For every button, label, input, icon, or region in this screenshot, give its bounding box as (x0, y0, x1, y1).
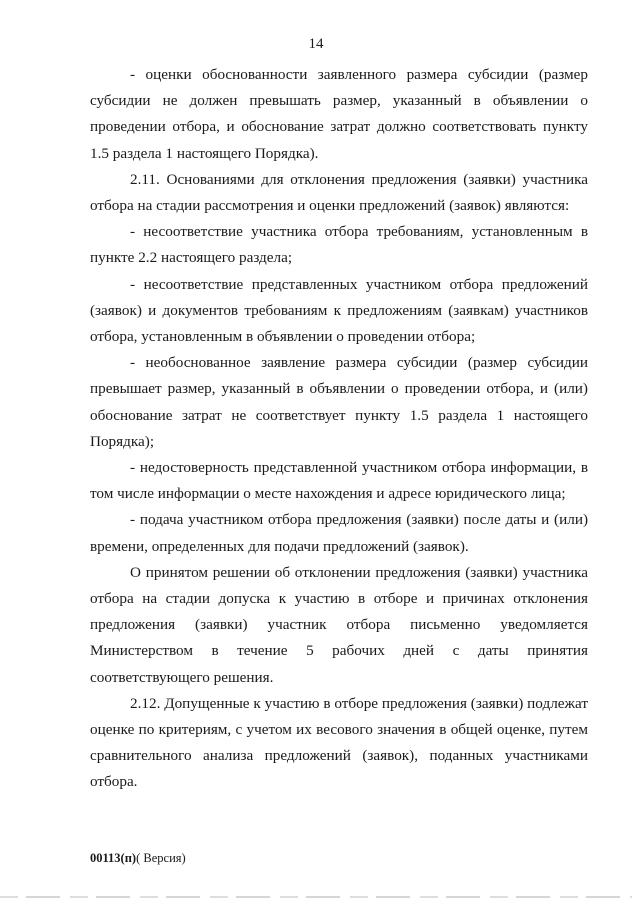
page-number: 14 (308, 36, 324, 52)
paragraph-late-submission: - подача участником отбора предложения (заявки) после даты и (или) времени, определенных для подачи предложений (заявок). (90, 511, 588, 555)
paragraph-false-information: - недостоверность представленной участником отбора информации, в том числе информации о месте нахождения и адресе юридического лица; (90, 459, 588, 503)
paragraph-2-11-rejection-grounds: 2.11. Основаниями для отклонения предложения (заявки) участника отбора на стадии рассмотрения и оценки предложений (заявок) являются: (90, 170, 588, 215)
paragraph-documents-mismatch: - несоответствие представленных участником отбора предложений (заявок) и документов требованиям к предложениям (заявкам) участников отбора, установленным в объявлении о проведении отбора; (90, 275, 588, 346)
document-version: ( Версия) (136, 851, 186, 865)
paragraph-rejection-notification: О принятом решении об отклонении предложения (заявки) участника отбора на стадии допуска к участию в отборе и причинах отклонения предложения (заявки) участник отбора письменно уведомляется Министерством в течение 5 рабочих дней с даты принятия соответствующего решения. (90, 563, 588, 686)
paragraph-2-12-evaluation: 2.12. Допущенные к участию в отборе предложения (заявки) подлежат оценке по критериям, с учетом их весового значения в общей оценке, путем сравнительного анализа предложений (заявок), поданных участниками отбора. (90, 694, 588, 791)
scan-edge-line (0, 896, 632, 898)
paragraph-participant-mismatch: - несоответствие участника отбора требованиям, установленным в пункте 2.2 настоящего раздела; (90, 223, 588, 267)
document-code: 00113(п) (90, 851, 137, 865)
paragraph-subsidy-justification: - оценки обоснованности заявленного размера субсидии (размер субсидии не должен превышать размер, указанный в объявлении о проведении отбора, и обоснование затрат должно соответствовать пункту 1.5 раздела 1 настоящего Порядка). (90, 66, 588, 162)
paragraph-unjustified-subsidy: - необоснованное заявление размера субсидии (размер субсидии превышает размер, указанный в объявлении о проведении отбора, и (или) обоснование затрат не соответствует пункту 1.5 раздела 1 настоящего Порядка); (90, 354, 588, 450)
footer (90, 851, 186, 866)
document-body (90, 62, 588, 796)
